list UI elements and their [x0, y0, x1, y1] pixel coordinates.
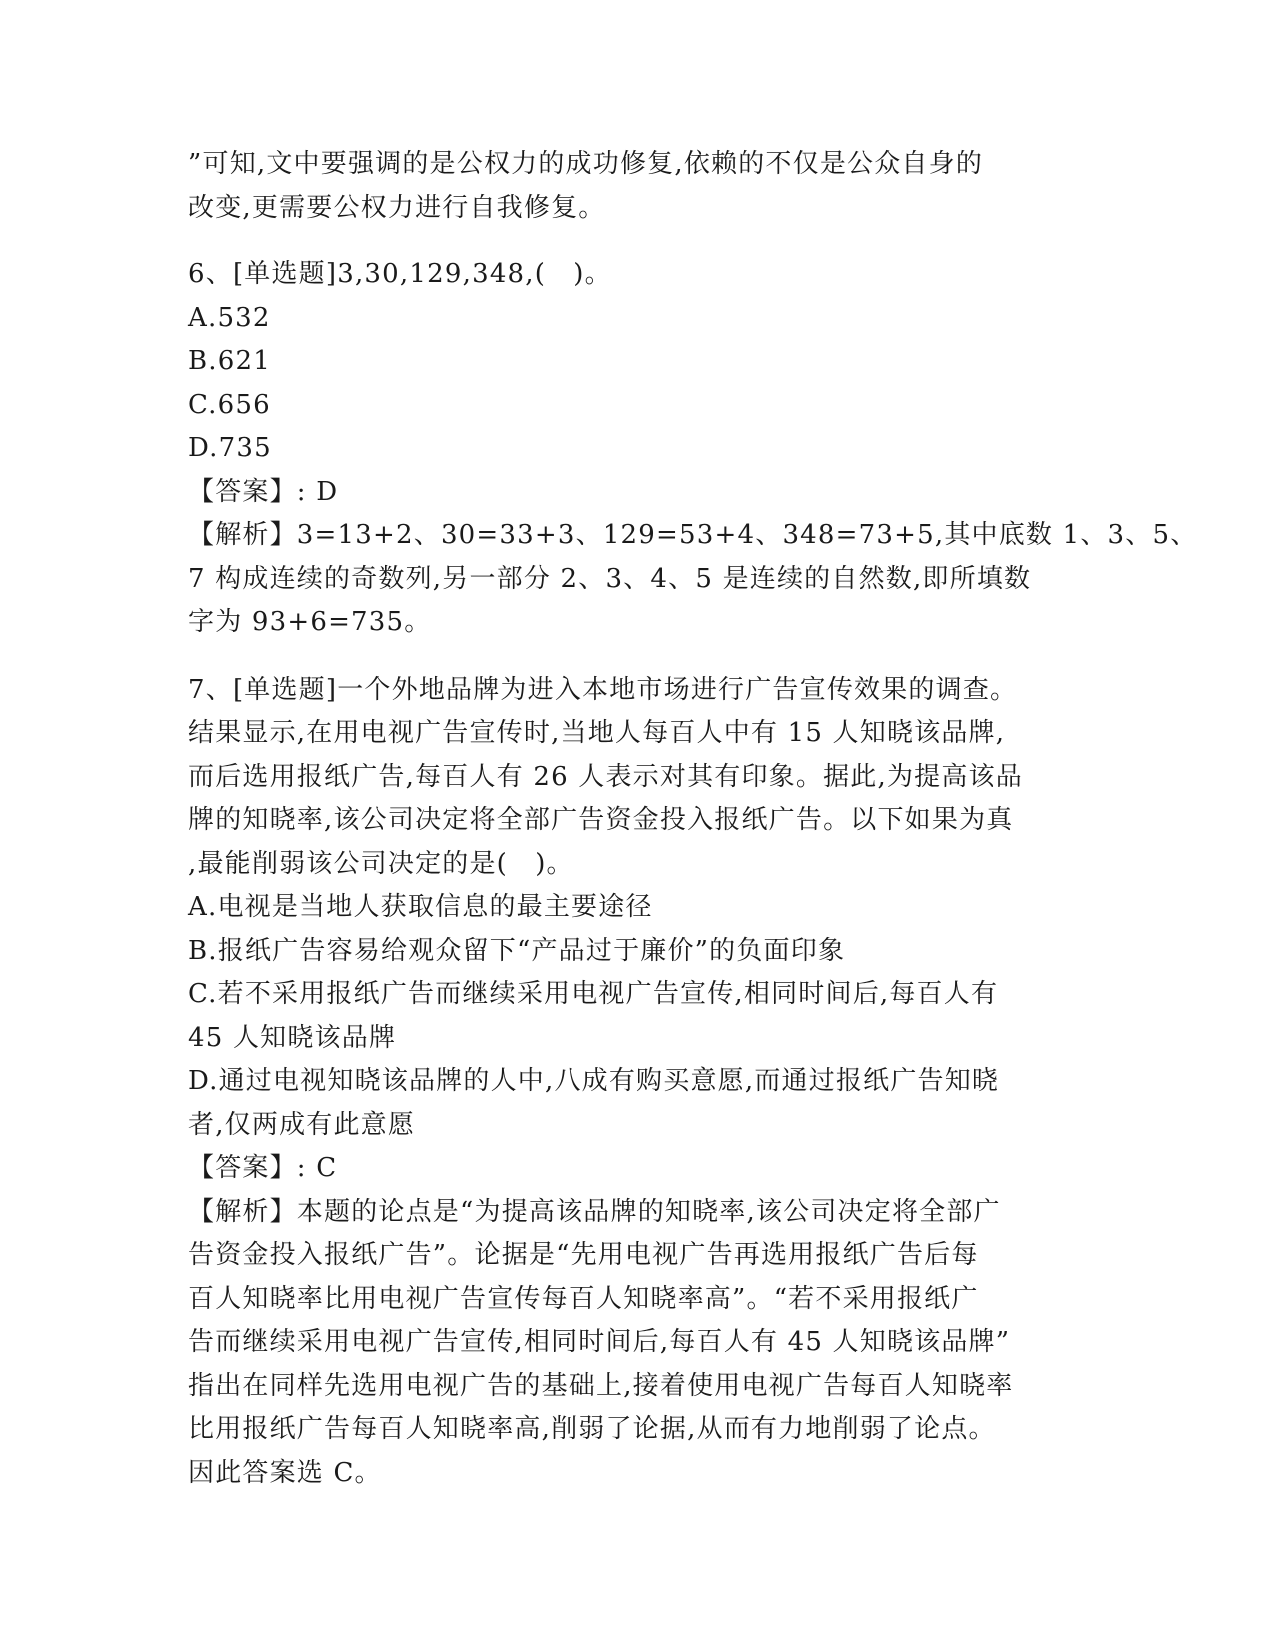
option-b: B.报纸广告容易给观众留下“产品过于廉价”的负面印象: [188, 935, 846, 966]
question-6: [188, 253, 1198, 645]
option-d-continued: 者,仅两成有此意愿: [188, 1109, 416, 1140]
option-b: B.621: [188, 346, 271, 376]
explanation-line: 告资金投入报纸广告”。论据是“先用电视广告再选用报纸广告后每: [188, 1240, 979, 1270]
question-stem: 7、[单选题]一个外地品牌为进入本地市场进行广告宣传效果的调查。: [188, 674, 1018, 705]
spacer: [188, 645, 1093, 669]
previous-explanation: [188, 143, 1093, 230]
spacer: [188, 230, 1093, 253]
text-line: ”可知,文中要强调的是公权力的成功修复,依赖的不仅是公众自身的: [188, 149, 984, 179]
question-stem: 而后选用报纸广告,每百人有 26 人表示对其有印象。据此,为提高该品: [188, 761, 1023, 792]
explanation-line: 因此答案选 C。: [188, 1457, 382, 1488]
answer-line: 【答案】: C: [188, 1153, 338, 1183]
text-line: 改变,更需要公权力进行自我修复。: [188, 192, 606, 223]
option-d: D.735: [188, 433, 272, 463]
option-c: C.若不采用报纸广告而继续采用电视广告宣传,相同时间后,每百人有: [188, 979, 999, 1009]
answer-line: 【答案】: D: [188, 476, 339, 507]
question-stem: 结果显示,在用电视广告宣传时,当地人每百人中有 15 人知晓该品牌,: [188, 718, 1006, 748]
explanation-line: 字为 93+6=735。: [188, 607, 432, 637]
explanation-line: 比用报纸广告每百人知晓率高,削弱了论据,从而有力地削弱了论点。: [188, 1414, 996, 1444]
option-a: A.电视是当地人获取信息的最主要途径: [188, 892, 653, 922]
option-a: A.532: [188, 302, 271, 333]
explanation-line: 指出在同样先选用电视广告的基础上,接着使用电视广告每百人知晓率: [188, 1370, 1014, 1401]
document-page: [188, 143, 1198, 1495]
question-stem: 牌的知晓率,该公司决定将全部广告资金投入报纸广告。以下如果为真: [188, 805, 1014, 835]
question-7: [188, 669, 1093, 1496]
explanation-line: 百人知晓率比用电视广告宣传每百人知晓率高”。“若不采用报纸广: [188, 1283, 979, 1314]
explanation-line: 告而继续采用电视广告宣传,相同时间后,每百人有 45 人知晓该品牌”: [188, 1327, 1011, 1357]
question-stem: 6、[单选题]3,30,129,348,( )。: [188, 259, 612, 289]
option-c-continued: 45 人知晓该品牌: [188, 1022, 397, 1053]
explanation-line: 【解析】3=13+2、30=33+3、129=53+4、348=73+5,其中底数 1、3、5、: [188, 520, 1198, 550]
question-stem: ,最能削弱该公司决定的是( )。: [188, 848, 574, 879]
option-c: C.656: [188, 389, 271, 420]
explanation-line: 【解析】本题的论点是“为提高该品牌的知晓率,该公司决定将全部广: [188, 1196, 1001, 1227]
option-d: D.通过电视知晓该品牌的人中,八成有购买意愿,而通过报纸广告知晓: [188, 1066, 1000, 1096]
explanation-line: 7 构成连续的奇数列,另一部分 2、3、4、5 是连续的自然数,即所填数: [188, 563, 1032, 594]
